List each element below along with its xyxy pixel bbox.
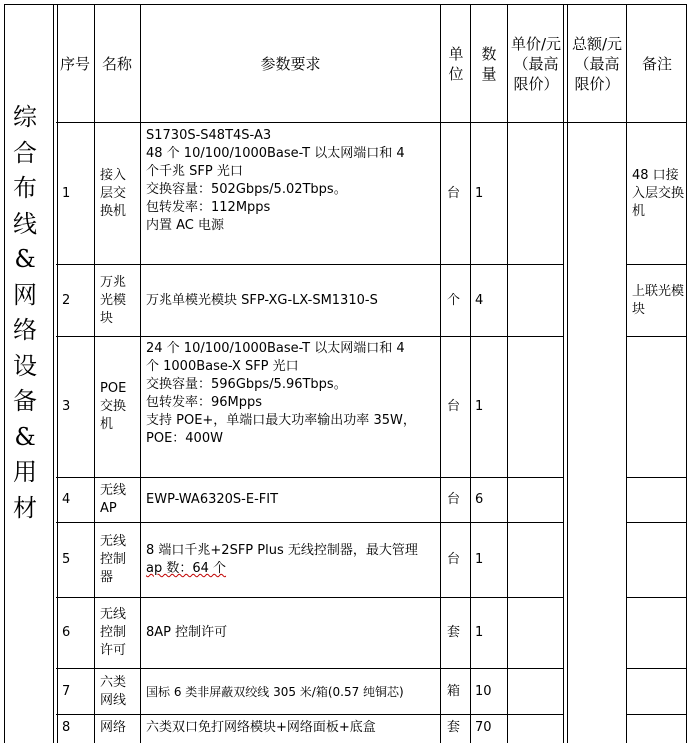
header-unit: [444, 5, 468, 122]
row-1-seq: [62, 123, 92, 264]
row-6-name: [100, 598, 138, 668]
row-3-name: [100, 337, 138, 477]
row-1-remark: [632, 123, 684, 264]
row-unit: 个: [447, 292, 461, 308]
row-name: 无线控制许可: [100, 607, 127, 658]
row-1-name: [100, 123, 138, 264]
row-seq: 2: [62, 292, 71, 308]
row-qty: 1: [475, 552, 484, 567]
row-remark: 48 口接入层交换机: [632, 167, 685, 219]
row-qty: 10: [475, 683, 492, 699]
row-5-seq: [62, 523, 92, 597]
row-qty: 1: [475, 185, 484, 201]
row-2-unit: [447, 265, 469, 336]
row-qty: 6: [475, 492, 484, 507]
row-unit: 台: [447, 399, 461, 414]
header-total: [568, 5, 626, 122]
header-qty-label: 数量: [481, 44, 497, 83]
param-line: 8 端口千兆+2SFP Plus 无线控制器，最大管理: [146, 543, 418, 558]
row-6-seq: [62, 598, 92, 668]
section-title-char: 材: [13, 493, 37, 522]
header-remark-label: 备注: [641, 54, 672, 73]
row-4-unit: [447, 478, 469, 522]
header-seq: [60, 5, 90, 122]
row-1-unit: [447, 123, 469, 264]
row-1-params: [146, 127, 438, 235]
row-unit: 套: [447, 625, 461, 640]
param-line: 国标 6 类非屏蔽双绞线 305 米/箱(0.57 纯铜芯): [146, 684, 404, 699]
row-7-seq: [62, 669, 92, 714]
row-name: POE 交换机: [100, 381, 127, 432]
row-4-name: [100, 478, 138, 522]
section-title-char: 布: [13, 174, 37, 202]
header-name: [100, 5, 134, 122]
row-seq: 7: [62, 683, 71, 699]
row-8-unit: [447, 715, 469, 741]
row-qty: 4: [475, 292, 484, 308]
row-2-name: [100, 265, 138, 336]
param-line: 交换容量：596Gbps/5.96Tbps。: [146, 377, 347, 392]
header-unit-price-label: 单价/元（最高限价）: [510, 34, 562, 93]
row-name: 无线控制器: [100, 534, 127, 585]
row-qty: 1: [475, 625, 484, 640]
section-title: [8, 100, 42, 526]
param-line: POE：400W: [146, 431, 223, 446]
row-divider: [626, 477, 687, 478]
row-1-qty: [475, 123, 505, 264]
row-name: 无线AP: [100, 483, 127, 516]
row-7-qty: [475, 669, 505, 714]
row-3-params: [146, 340, 438, 448]
row-unit: 台: [447, 185, 461, 201]
param-line: 个 1000Base-X SFP 光口: [146, 359, 299, 374]
row-5-qty: [475, 523, 505, 597]
header-remark: [630, 5, 684, 122]
col-divider: [626, 4, 627, 743]
row-8-qty: [475, 715, 505, 741]
param-line: 内置 AC 电源: [146, 218, 225, 233]
col-divider: [507, 4, 508, 743]
row-seq: 1: [62, 185, 71, 201]
row-divider: [626, 336, 687, 337]
section-title-char: &: [14, 245, 36, 273]
section-title-char: 线: [13, 209, 37, 238]
param-line: 48 个 10/100/1000Base-T 以太网端口和 4: [146, 146, 405, 161]
row-name: 六类网线: [100, 674, 127, 708]
param-line: 24 个 10/100/1000Base-T 以太网端口和 4: [146, 341, 405, 356]
table-border-left: [4, 4, 5, 743]
param-line: S1730S-S48T4S-A3: [146, 128, 272, 143]
row-unit: 套: [447, 720, 461, 735]
row-5-unit: [447, 523, 469, 597]
section-title-char: 网: [13, 280, 37, 309]
row-seq: 8: [62, 720, 71, 735]
row-3-seq: [62, 337, 92, 477]
header-total-label: 总额/元（最高限价）: [571, 34, 623, 93]
row-2-params: [146, 265, 438, 336]
header-unit-price: [510, 5, 562, 122]
row-qty: 70: [475, 720, 492, 735]
row-divider: [626, 714, 687, 715]
row-seq: 4: [62, 492, 71, 507]
row-7-name: [100, 669, 138, 714]
row-5-name: [100, 523, 138, 597]
section-title-char: 备: [13, 387, 37, 415]
row-divider: [626, 668, 687, 669]
header-seq-label: 序号: [60, 54, 91, 73]
section-title-char: 合: [13, 138, 37, 167]
row-2-qty: [475, 265, 505, 336]
section-title-char: 设: [13, 351, 37, 380]
row-divider: [626, 597, 687, 598]
row-name: 接入层交换机: [100, 167, 127, 219]
header-unit-label: 单位: [448, 44, 464, 83]
row-seq: 5: [62, 552, 71, 567]
param-line: 支持 POE+，单端口最大功率输出功率 35W，: [146, 413, 416, 428]
col-divider: [470, 4, 471, 743]
table-border-right: [686, 4, 687, 743]
param-line: 交换容量：502Gbps/5.02Tbps。: [146, 182, 347, 197]
row-unit: 箱: [447, 683, 461, 699]
header-name-label: 名称: [101, 54, 132, 73]
section-title-char: 综: [13, 103, 37, 131]
row-8-params: [146, 715, 438, 741]
header-params-label: 参数要求: [260, 54, 321, 73]
row-unit: 台: [447, 552, 461, 567]
row-6-qty: [475, 598, 505, 668]
header-params: [141, 5, 440, 122]
row-seq: 3: [62, 399, 71, 414]
row-remark: 上联光模块: [632, 283, 685, 317]
header-divider: [56, 122, 687, 123]
row-2-remark: [632, 265, 684, 336]
row-3-unit: [447, 337, 469, 477]
row-8-name: [100, 715, 138, 741]
row-2-seq: [62, 265, 92, 336]
row-divider: [626, 522, 687, 523]
row-3-qty: [475, 337, 505, 477]
param-line: 8AP 控制许可: [146, 625, 228, 640]
header-qty: [476, 5, 502, 122]
row-seq: 6: [62, 625, 71, 640]
row-qty: 1: [475, 399, 484, 414]
row-4-qty: [475, 478, 505, 522]
col-divider: [440, 4, 441, 743]
row-unit: 台: [447, 492, 461, 507]
row-5-params: [146, 523, 438, 597]
row-8-seq: [62, 715, 92, 741]
table-divider-side: [53, 4, 58, 743]
param-line: 万兆单模光模块 SFP-XG-LX-SM1310-S: [146, 292, 378, 308]
row-7-unit: [447, 669, 469, 714]
param-line: 包转发率：96Mpps: [146, 395, 263, 410]
param-line: 个千兆 SFP 光口: [146, 164, 243, 179]
row-6-unit: [447, 598, 469, 668]
param-line: 包转发率：112Mpps: [146, 200, 271, 215]
row-4-params: [146, 478, 438, 522]
section-title-char: 络: [13, 316, 37, 344]
row-4-seq: [62, 478, 92, 522]
param-line: EWP-WA6320S-E-FIT: [146, 492, 279, 507]
section-title-char: 用: [13, 458, 37, 486]
row-name: 万兆光模块: [100, 274, 127, 326]
param-line: 六类双口免打网络模块+网络面板+底盒: [146, 720, 376, 735]
row-7-params: [146, 669, 438, 714]
row-name: 网络: [100, 720, 127, 735]
col-divider: [94, 4, 95, 743]
section-title-char: &: [14, 422, 36, 451]
row-6-params: [146, 598, 438, 668]
param-line: ap 数：64 个: [146, 561, 227, 576]
